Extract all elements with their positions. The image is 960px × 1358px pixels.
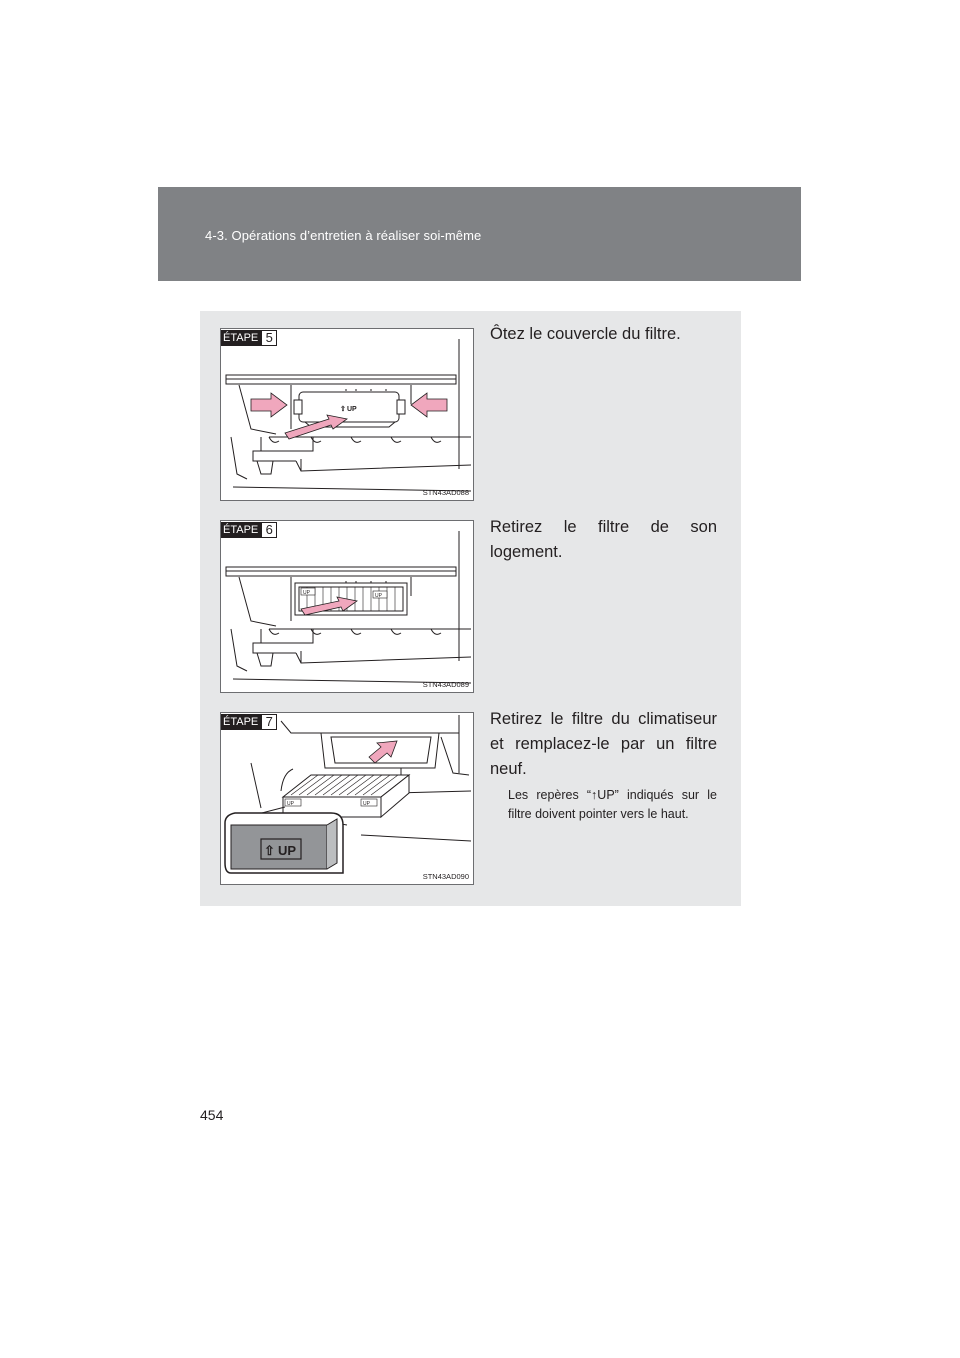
step-6-instruction: Retirez le filtre de son logement. xyxy=(490,518,717,561)
illustration-code: STN43AD090 xyxy=(422,872,469,881)
step-number: 6 xyxy=(261,522,277,538)
step-badge xyxy=(221,714,277,730)
svg-text:⇧: ⇧ xyxy=(340,406,346,413)
step-7-note: Les repères “↑UP” indiqués sur le filtre doivent pointer vers le haut. xyxy=(508,788,717,821)
svg-text:UP: UP xyxy=(375,593,382,599)
filter-replacement-drawing xyxy=(221,713,474,885)
insert-arrow-icon xyxy=(369,741,397,763)
step-7-instruction: Retirez le filtre du climatiseur et remplacez-le par un filtre neuf. xyxy=(490,710,717,778)
step-label: ÉTAPE xyxy=(221,330,261,346)
illustration-code: STN43AD088 xyxy=(422,488,469,497)
filter-cover-removal-drawing xyxy=(221,329,474,501)
step-number: 7 xyxy=(261,714,277,730)
svg-text:UP: UP xyxy=(278,843,297,858)
svg-text:UP: UP xyxy=(303,590,310,596)
step-7-illustration xyxy=(220,712,474,885)
step-6-illustration xyxy=(220,520,474,693)
step-label: ÉTAPE xyxy=(221,522,261,538)
step-badge xyxy=(221,330,277,346)
step-badge xyxy=(221,522,277,538)
up-label xyxy=(340,405,357,413)
svg-text:UP: UP xyxy=(347,406,357,413)
push-left-arrow-icon xyxy=(411,393,447,417)
push-right-arrow-icon xyxy=(251,393,287,417)
step-5-illustration xyxy=(220,328,474,501)
svg-text:UP: UP xyxy=(287,801,294,807)
filter-removal-drawing xyxy=(221,521,474,693)
section-title: 4-3. Opérations d’entretien à réaliser soi-même xyxy=(205,228,482,243)
svg-text:⇧: ⇧ xyxy=(264,843,275,858)
step-label: ÉTAPE xyxy=(221,714,261,730)
svg-text:UP: UP xyxy=(363,801,370,807)
illustration-code: STN43AD089 xyxy=(422,680,469,689)
page-number: 454 xyxy=(200,1107,224,1123)
step-number: 5 xyxy=(261,330,277,346)
step-5-instruction: Ôtez le couvercle du filtre. xyxy=(490,325,681,343)
